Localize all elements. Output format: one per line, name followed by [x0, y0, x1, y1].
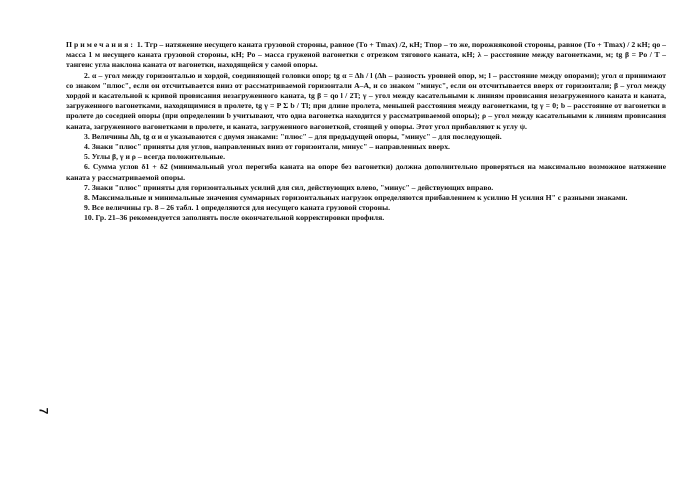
note-1: [66, 40, 666, 71]
note-8: 8. Максимальные и минимальные значения суммарных горизонтальных нагрузок определяются прибавлением к усилию H усилия H" с разными знаками.: [84, 193, 628, 203]
page-number: 7: [36, 407, 51, 415]
notes-heading: Примечания:: [66, 40, 135, 49]
note-5: 5. Углы β, γ и ρ – всегда положительные.: [84, 152, 225, 162]
note-2: 2. α – угол между горизонталью и хордой, соединяющей головки опор; tg α = Δh / l (Δh – разность уровней опор, м; l – расстояние между опорами); угол α принимают со знаком "плюс", если он отсчитывается вниз от рассматриваемой горизонтали А–А, и со знаком "минус", если он отсчитывается вверх от горизонтали; β – угол между хордой и касательной к кривой провисания незагруженного каната, tg β = qо l / 2T; γ – угол между касательными к линиям провисания незагруженного каната и каната, загруженного вагонетками, находящимися в пролете, tg γ = P Σ b / Tl; при длине пролета, меньшей расстояния между вагонетками, tg γ = 0; b – расстояние от вагонетки в пролете до соседней опоры (при определении b учитывают, что одна вагонетка находится у рассматриваемой опоры); ρ – угол между касательными к линиям провисания каната, загруженного вагонетками в пролете, и каната, загруженного вагонеткой, стоящей у опоры. Этот угол прибавляют к углу ψ.: [66, 70, 666, 131]
note-3: 3. Величины Δh, tg α и α указываются с двумя знаками: "плюс" – для предыдущей опоры, "минус" – для последующей.: [84, 131, 502, 141]
note-4: 4. Знаки "плюс" приняты для углов, направленных вниз от горизонтали, минус" – направленных вверх.: [84, 142, 450, 152]
note-7: 7. Знаки "плюс" приняты для горизонтальных усилий для сил, действующих влево, "минус" – действующих вправо.: [84, 182, 494, 192]
note-10: 10. Гр. 21–36 рекомендуется заполнять после окончательной корректировки профиля.: [84, 213, 385, 223]
notes-block: [66, 40, 666, 224]
note-1-text: 1. Tгр – натяжение несущего каната грузовой стороны, равное (Tо + Tmax) /2, кН; Tпор – то же, порожняковой стороны, равное (Tо + Tmax) / 2 кН; qо – масса 1 м несущего каната грузовой стороны, кН; Pо – масса груженой вагонетки с отрезком тягового каната, кН; λ – расстояние между вагонетками, м; tg β = Pо / T – тангенс угла наклона каната от вагонетки, находящейся у самой опоры.: [66, 40, 666, 70]
note-6: 6. Сумма углов δ1 + δ2 (минимальный угол перегиба каната на опоре без вагонетки) должна дополнительно проверяться на максимально возможное натяжение каната у рассматриваемой опоры.: [66, 162, 666, 182]
note-9: 9. Все величины гр. 8 – 26 табл. 1 определяются для несущего каната грузовой стороны.: [84, 203, 390, 213]
